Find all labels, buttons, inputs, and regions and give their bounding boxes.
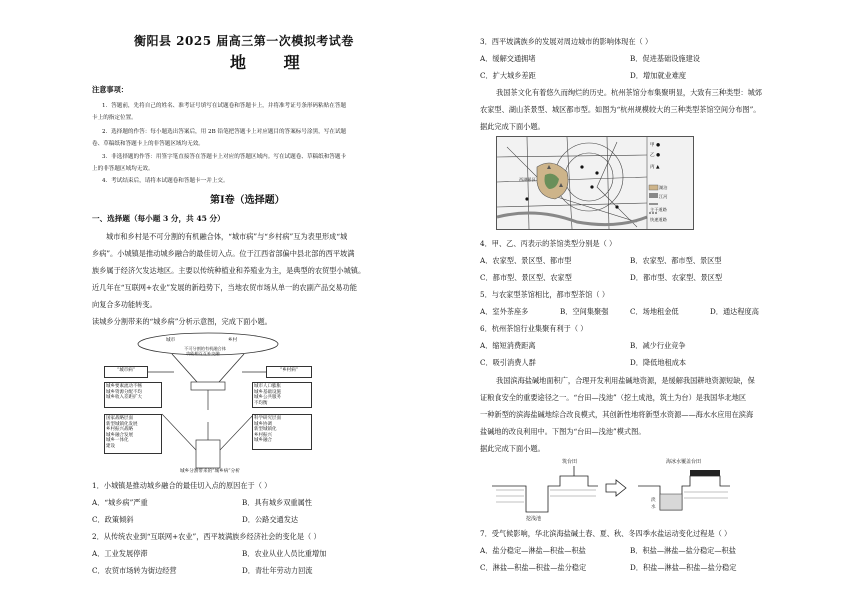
- question-1: 1．小城镇是推动城乡融合的最佳切入点的原因在于（ ）: [92, 481, 272, 490]
- q5-option-b[interactable]: B．空间集聚强: [560, 307, 609, 316]
- q7-option-c[interactable]: C．淋盐—积盐—积盐—盐分稳定: [480, 563, 587, 572]
- note-line: 上的非答题区域均无效。: [92, 166, 154, 172]
- q7-option-d[interactable]: D．积盐—淋盐—积盐—盐分稳定: [630, 563, 737, 572]
- exam-title: 衡阳县 2025 届高三第一次模拟考试卷: [134, 34, 354, 48]
- passage-line: 乡病”。小城镇是推动城乡融合的最佳切入点。位于江西省部偏中县北部的西平坡满: [92, 249, 355, 258]
- q6-option-d[interactable]: D．降低地租成本: [630, 358, 687, 367]
- passage3-line: 一种新型的滨海盐碱地综合改良模式，其创新性地将新型水资源——海水水应用在滨海: [480, 410, 754, 419]
- note-line: 2．选择题的作答：每小题选出答案后，用 2B 铅笔把答题卡上对应题目的答案标号涂黑，写在试题: [102, 129, 347, 135]
- q2-option-a[interactable]: A．工业发展停滞: [92, 549, 148, 558]
- q4-option-c[interactable]: C．都市型、景区型、农家型: [480, 273, 572, 282]
- passage-line: 族乡属于经济欠发达地区。主要以传统种植业和养殖业为主，是典型的农贸型小城镇。: [92, 266, 366, 275]
- legend-item: 乙 ●: [650, 153, 661, 158]
- label-build-platform: 筑台田: [562, 459, 578, 465]
- subject-title: 地 理: [230, 53, 316, 72]
- note-line: 3．非选择题的作答：用签字笔直接答在答题卡上对应的答题区域内。写在试题卷、草稿纸和答题卡: [102, 154, 347, 160]
- left-box-2: 国家战略层面 新型城镇化发展 乡村振兴战略 城乡融合发展 城乡一体化 建设: [104, 414, 162, 454]
- q2-option-b[interactable]: B．农业从业人员比重增加: [242, 549, 327, 558]
- notes-heading: 注意事项：: [92, 85, 128, 94]
- legend-item: 主干道路: [650, 207, 667, 212]
- passage2-line: 农家型、湖山茶景型、城区都市型。如图为“杭州规模较大的三种类型茶馆空间分布图”。: [480, 105, 761, 114]
- q1-option-c[interactable]: C．政策倾斜: [92, 515, 134, 524]
- passage3-line: 盐碱地的改良利用中。下图为“台田—浅池”模式图。: [480, 427, 646, 436]
- q3-option-c[interactable]: C．扩大城乡差距: [480, 71, 536, 80]
- label-dig-pool: 挖浅池: [526, 516, 542, 522]
- q6-option-a[interactable]: A．缩短消费距离: [480, 341, 536, 350]
- question-6: 6．杭州茶馆行业集聚有利于（ ）: [480, 324, 588, 333]
- section-heading: 一、选择题（每小题 3 分，共 45 分）: [92, 214, 225, 223]
- q1-option-b[interactable]: B．具有城乡双重属性: [242, 498, 312, 507]
- diagram-desc2: 功能相互互补交融: [186, 351, 220, 356]
- q2-option-d[interactable]: D．青壮年劳动力回流: [242, 566, 313, 575]
- legend-item: 湖泊: [659, 185, 668, 190]
- q4-option-b[interactable]: B．农家型、都市型、景区型: [630, 256, 722, 265]
- label-water: 水: [651, 505, 656, 510]
- passage-line: 近几年在“互联网+农业”发展的新趋势下，当地农贸市场从单一的农副产品交易功能: [92, 283, 357, 292]
- q1-option-d[interactable]: D．公路交通发达: [242, 515, 299, 524]
- diagram-caption: 城乡分割带来的“城乡病”分析: [180, 469, 240, 474]
- passage-line: 向复合多功能转变。: [92, 300, 157, 309]
- question-2: 2．从传统农业到“互联网+农业”，西平坡满族乡经济社会的变化是（ ）: [92, 532, 321, 541]
- note-line: 卷、草稿纸和答题卡上的非答题区域均无效。: [92, 141, 204, 147]
- legend-item: 江河: [659, 194, 668, 199]
- q4-option-d[interactable]: D．都市型、农家型、景区型: [630, 273, 723, 282]
- diagram-village: 乡村: [228, 338, 238, 343]
- legend-item: 快速道路: [650, 217, 667, 222]
- q3-option-b[interactable]: B．促进基础设施建设: [630, 54, 700, 63]
- label-sea-ice: 海冰水覆盖台田: [666, 459, 702, 465]
- passage2-line: 我国茶文化有着悠久而绚烂的历史。杭州茶馆分布集聚明显，大致有三种类型：城郊: [496, 88, 762, 97]
- passage2-line: 据此完成下面小题。: [480, 122, 545, 131]
- right-box-1: 城市人口膨胀 城乡基础设施 城乡公共服务 不均衡: [252, 382, 312, 408]
- map-label: 西湖景区: [519, 177, 536, 182]
- q3-option-a[interactable]: A．缓解交通拥堵: [480, 54, 536, 63]
- q4-option-a[interactable]: A．农家型、景区型、都市型: [480, 256, 572, 265]
- urban-rural-diagram: [102, 330, 314, 476]
- figure-instruction: 读城乡分割带来的“城乡病”分析示意图，完成下面小题。: [92, 317, 272, 326]
- q2-option-c[interactable]: C．农贸市场转为街边经营: [92, 566, 177, 575]
- note-line: 卡上的指定位置。: [92, 115, 137, 121]
- question-7: 7．受气候影响，华北滨海盐碱土春、夏、秋、冬四季水盐运动变化过程是（ ）: [480, 529, 732, 538]
- question-4: 4．甲、乙、丙表示的茶馆类型分别是（ ）: [480, 239, 617, 248]
- legend-item: 丙 ▲: [650, 165, 660, 170]
- part-title: 第Ⅰ卷（选择题）: [210, 195, 285, 206]
- passage3-line: 据此完成下面小题。: [480, 444, 545, 453]
- taitian-diagram: [488, 456, 733, 524]
- q3-option-d[interactable]: D．增加就业难度: [630, 71, 687, 80]
- q5-option-a[interactable]: A．室外茶座多: [480, 307, 529, 316]
- q5-option-c[interactable]: C．场地租金低: [630, 307, 679, 316]
- q7-option-b[interactable]: B．积盐—淋盐—盐分稳定—积盐: [630, 546, 736, 555]
- right-box-2: 科学研究层面 城乡协调 新型城镇化 乡村振兴 城乡融合: [252, 414, 312, 450]
- village-disease-box: “乡村病”: [266, 366, 312, 378]
- q5-option-d[interactable]: D．通达程度高: [710, 307, 759, 316]
- label-fresh: 淡: [651, 498, 656, 503]
- note-line: 4．考试结束后，请将本试题卷和答题卡一并上交。: [102, 178, 229, 184]
- passage3-line: 我国滨海盐碱地面积广，合理开发利用盐碱地资源，是缓解我国耕地资源短缺，保: [496, 376, 755, 385]
- q1-option-a[interactable]: A．“城乡病”严重: [92, 498, 148, 507]
- diagram-desc: 不可分割的有机融合体: [184, 346, 226, 351]
- legend-item: 甲 ●: [650, 143, 661, 148]
- q6-option-b[interactable]: B．减少行业竞争: [630, 341, 686, 350]
- q6-option-c[interactable]: C．吸引消费人群: [480, 358, 536, 367]
- teahouse-map: [496, 136, 694, 230]
- left-box-1: 城乡要素流动不畅 城乡资源分配不均 城乡收入差距扩大: [104, 382, 162, 408]
- diagram-city: 城市: [166, 338, 176, 343]
- city-disease-box: “城市病”: [104, 366, 148, 378]
- question-3: 3．西平坡满族乡的发展对周边城市的影响体现在（ ）: [480, 37, 653, 46]
- passage3-line: 证粮食安全的重要途径之一。“台田—浅池”（挖土成池，筑土为台）是我国华北地区: [480, 393, 747, 402]
- q7-option-a[interactable]: A．盐分稳定—淋盐—积盐—积盐: [480, 546, 586, 555]
- question-5: 5．与农家型茶馆相比，都市型茶馆（ ）: [480, 290, 610, 299]
- passage-line: 城市和乡村是不可分割的有机融合体，“城市病”与“乡村病”互为表里形成“城: [106, 232, 348, 241]
- note-line: 1．答题前，先将自己的姓名、准考证号填写在试题卷和答题卡上，并将准考证号条形码粘贴在答题: [102, 103, 347, 109]
